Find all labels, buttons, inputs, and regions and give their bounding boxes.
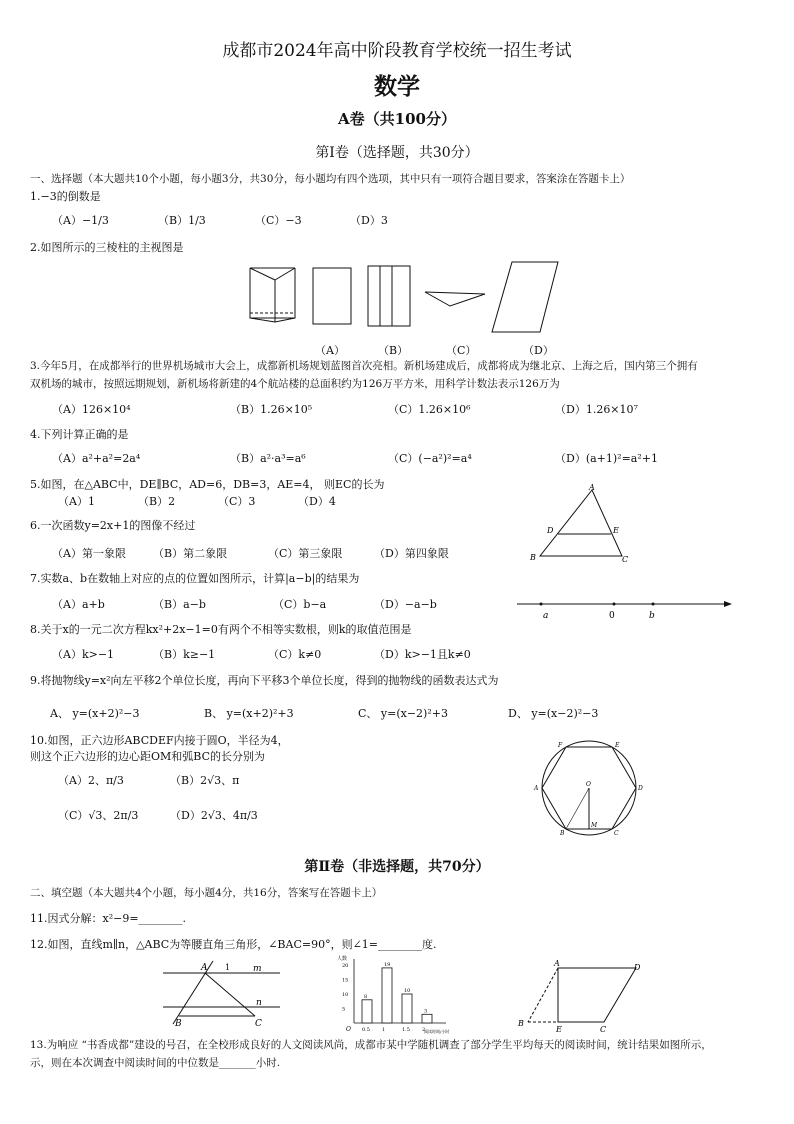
q2-stem: 2.如图所示的三棱柱的主视图是 xyxy=(30,241,184,254)
q2-option-d: （D） xyxy=(523,344,554,357)
para-label-b: B xyxy=(518,1019,524,1028)
tri-label-c: C xyxy=(622,555,629,564)
q6-option-a: （A）第一象限 xyxy=(52,547,126,560)
q5-option-b: （B）2 xyxy=(138,495,176,508)
hex-label-o: O xyxy=(586,781,591,788)
para-label-d: D xyxy=(634,963,641,972)
q10-option-d: （D）2√3、4π/3 xyxy=(170,809,258,822)
q1-stem: 1.−3的倒数是 xyxy=(30,190,101,203)
q7-stem: 7.实数a、b在数轴上对应的点的位置如图所示，计算|a−b|的结果为 xyxy=(30,572,360,585)
hex-label-f: F xyxy=(558,742,563,749)
bar-y-tick-label: 5 xyxy=(342,1006,346,1013)
q4-option-c: （C）(−a²)²=a⁴ xyxy=(388,452,472,465)
q7-number-line xyxy=(512,596,737,626)
q7-option-c: （C）b−a xyxy=(273,598,327,611)
q13-bar-chart xyxy=(334,955,474,1035)
q5-option-a: （A）1 xyxy=(58,495,95,508)
q3-option-a: （A）126×10⁴ xyxy=(52,403,131,416)
q6-option-d: （D）第四象限 xyxy=(374,547,449,560)
q10-option-a: （A）2、π/3 xyxy=(58,774,124,787)
q5-option-c: （C）3 xyxy=(218,495,256,508)
para-label-c: C xyxy=(600,1025,607,1034)
volume-title: A卷（共100分） xyxy=(338,110,456,128)
section2-heading: 二、填空题（本大题共4个小题，每小题4分，共16分，答案写在答题卡上） xyxy=(30,887,383,899)
q4-option-a: （A）a²+a²=2a⁴ xyxy=(52,452,141,465)
q2-option-b: （B） xyxy=(378,344,409,357)
numline-label-a: a xyxy=(543,611,549,621)
q2-option-a: （A） xyxy=(315,344,345,357)
q1-option-d: （D）3 xyxy=(350,214,388,227)
q2-figure-a xyxy=(250,268,295,322)
q1-option-a: （A）−1/3 xyxy=(52,214,109,227)
q5-option-d: （D）4 xyxy=(298,495,336,508)
exam-title: 成都市2024年高中阶段教育学校统一招生考试 xyxy=(222,41,572,61)
q2-figure-b xyxy=(313,268,351,324)
q2-figure-d xyxy=(425,292,485,306)
q2-figure-c xyxy=(368,266,410,326)
bar-category-label: 1.5 xyxy=(402,1027,410,1033)
q3-stem: 3.今年5月，在成都举行的世界机场城市大会上，成都新机场规划蓝图首次亮相。新机场建成后，成都将成为继北京、上海之后，国内第三个拥有 xyxy=(30,360,698,372)
q1-option-c: （C）−3 xyxy=(255,214,302,227)
q8-option-c: （C）k≠0 xyxy=(268,648,322,661)
hex-label-a: A xyxy=(534,785,539,792)
bar-category-label: 1 xyxy=(382,1027,386,1033)
hex-label-e: E xyxy=(615,742,620,749)
par-label-b: B xyxy=(175,1019,182,1029)
q9-option-d: D、 y=(x−2)²−3 xyxy=(508,707,599,720)
tri-label-e: E xyxy=(613,526,619,535)
q13-stem-2: 示，则在本次调查中阅读时间的中位数是_______小时. xyxy=(30,1057,281,1069)
q8-option-d: （D）k>−1且k≠0 xyxy=(374,648,471,661)
q8-stem: 8.关于x的一元二次方程kx²+2x−1=0有两个不相等实数根，则k的取值范围是 xyxy=(30,623,412,636)
par-label-n: n xyxy=(256,998,262,1008)
bar-y-tick-label: 10 xyxy=(342,992,349,998)
tri-label-a: A xyxy=(589,483,595,492)
numline-label-b: b xyxy=(649,611,655,621)
q10-option-b: （B）2√3、π xyxy=(170,774,240,787)
q13-stem: 13.为响应 “书香成都”建设的号召，在全校形成良好的人文阅读风尚，成都市某中学随机调查了部分学生平均每天的阅读时间，统计结果如图所示， xyxy=(30,1039,712,1051)
q10-option-c: （C）√3、2π/3 xyxy=(58,809,139,822)
q7-option-b: （B）a−b xyxy=(153,598,206,611)
q3-option-c: （C）1.26×10⁶ xyxy=(388,403,471,416)
q2-prism-figures xyxy=(240,258,570,338)
q3-option-b: （B）1.26×10⁵ xyxy=(230,403,313,416)
q5-triangle-figure xyxy=(530,484,640,564)
bar-y-tick-label: 20 xyxy=(342,963,349,969)
bar-value-label: 3 xyxy=(424,1008,428,1015)
section1-heading: 一、选择题（本大题共10个小题，每小题3分，共30分，每小题均有四个选项，其中只有一项符合题目要求，答案涂在答题卡上） xyxy=(30,173,631,185)
bar-origin: O xyxy=(346,1026,351,1033)
q4-option-d: （D）(a+1)²=a²+1 xyxy=(555,452,658,465)
q12-parallel-figure xyxy=(155,958,285,1028)
q7-option-a: （A）a+b xyxy=(52,598,105,611)
bar-category-label: 2 xyxy=(422,1027,426,1033)
part1-title: 第Ⅰ卷（选择题，共30分） xyxy=(315,145,479,161)
part2-title: 第Ⅱ卷（非选择题，共70分） xyxy=(304,859,490,875)
q10-stem: 10.如图，正六边形ABCDEF内接于圆O，半径为4， xyxy=(30,734,289,747)
hex-label-d: D xyxy=(638,785,643,792)
bar-value-label: 10 xyxy=(404,988,411,994)
q13-parallelogram-figure xyxy=(516,960,646,1035)
bar-value-label: 8 xyxy=(364,993,368,1000)
bar-category-label: 0.5 xyxy=(362,1027,370,1033)
q6-stem: 6.一次函数y=2x+1的图像不经过 xyxy=(30,519,196,532)
q4-option-b: （B）a²·a³=a⁶ xyxy=(230,452,306,465)
hex-label-b: B xyxy=(560,830,565,837)
bar-1.5 xyxy=(402,994,412,1023)
q1-option-b: （B）1/3 xyxy=(158,214,206,227)
hex-label-c: C xyxy=(614,830,619,837)
numline-label-zero: 0 xyxy=(609,611,615,621)
q8-option-b: （B）k≥−1 xyxy=(153,648,216,661)
q10-stem-2: 则这个正六边形的边心距OM和弧BC的长分别为 xyxy=(30,750,265,763)
q6-option-b: （B）第二象限 xyxy=(153,547,228,560)
bar-value-label: 19 xyxy=(384,961,391,968)
subject-title: 数学 xyxy=(374,73,420,100)
q5-stem: 5.如图，在△ABC中，DE∥BC，AD=6，DB=3，AE=4， 则EC的长为 xyxy=(30,478,385,491)
q12-stem: 12.如图，直线m∥n，△ABC为等腰直角三角形，∠BAC=90°，则∠1=________度. xyxy=(30,938,437,951)
par-label-m: m xyxy=(253,964,262,974)
q9-stem: 9.将抛物线y=x²向左平移2个单位长度，再向下平移3个单位长度，得到的抛物线的函数表达式为 xyxy=(30,674,499,687)
tri-label-d: D xyxy=(547,526,554,535)
para-label-a: A xyxy=(554,959,560,968)
par-label-1: 1 xyxy=(225,963,231,972)
q3-stem-2: 双机场的城市，按照远期规划，新机场将新建的4个航站楼的总面积约为126万平方米，用科学计数法表示126万为 xyxy=(30,378,560,390)
bar-y-title: 人数 xyxy=(337,956,348,962)
q2-option-c: （C） xyxy=(446,344,477,357)
q9-option-a: A、 y=(x+2)²−3 xyxy=(50,707,140,720)
q11-stem: 11.因式分解：x²−9=________. xyxy=(30,912,187,925)
tri-label-b: B xyxy=(530,553,536,562)
bar-2 xyxy=(422,1014,432,1023)
bar-0.5 xyxy=(362,1000,372,1023)
q2-figure-e xyxy=(492,262,558,332)
q9-option-c: C、 y=(x−2)²+3 xyxy=(358,707,448,720)
hex-label-m: M xyxy=(591,822,598,829)
q8-option-a: （A）k>−1 xyxy=(52,648,115,661)
bar-y-tick-label: 15 xyxy=(342,977,349,984)
q3-option-d: （D）1.26×10⁷ xyxy=(555,403,638,416)
q10-hexagon-figure xyxy=(530,738,650,838)
q7-option-d: （D）−a−b xyxy=(374,598,437,611)
par-label-c: C xyxy=(255,1019,262,1029)
para-label-e: E xyxy=(556,1025,562,1034)
par-label-a: A xyxy=(201,963,208,973)
bar-1 xyxy=(382,968,392,1023)
q6-option-c: （C）第三象限 xyxy=(268,547,343,560)
q4-stem: 4.下列计算正确的是 xyxy=(30,428,129,441)
bar-x-title: 阅读时间/小时 xyxy=(424,1029,450,1034)
q9-option-b: B、 y=(x+2)²+3 xyxy=(204,707,294,720)
